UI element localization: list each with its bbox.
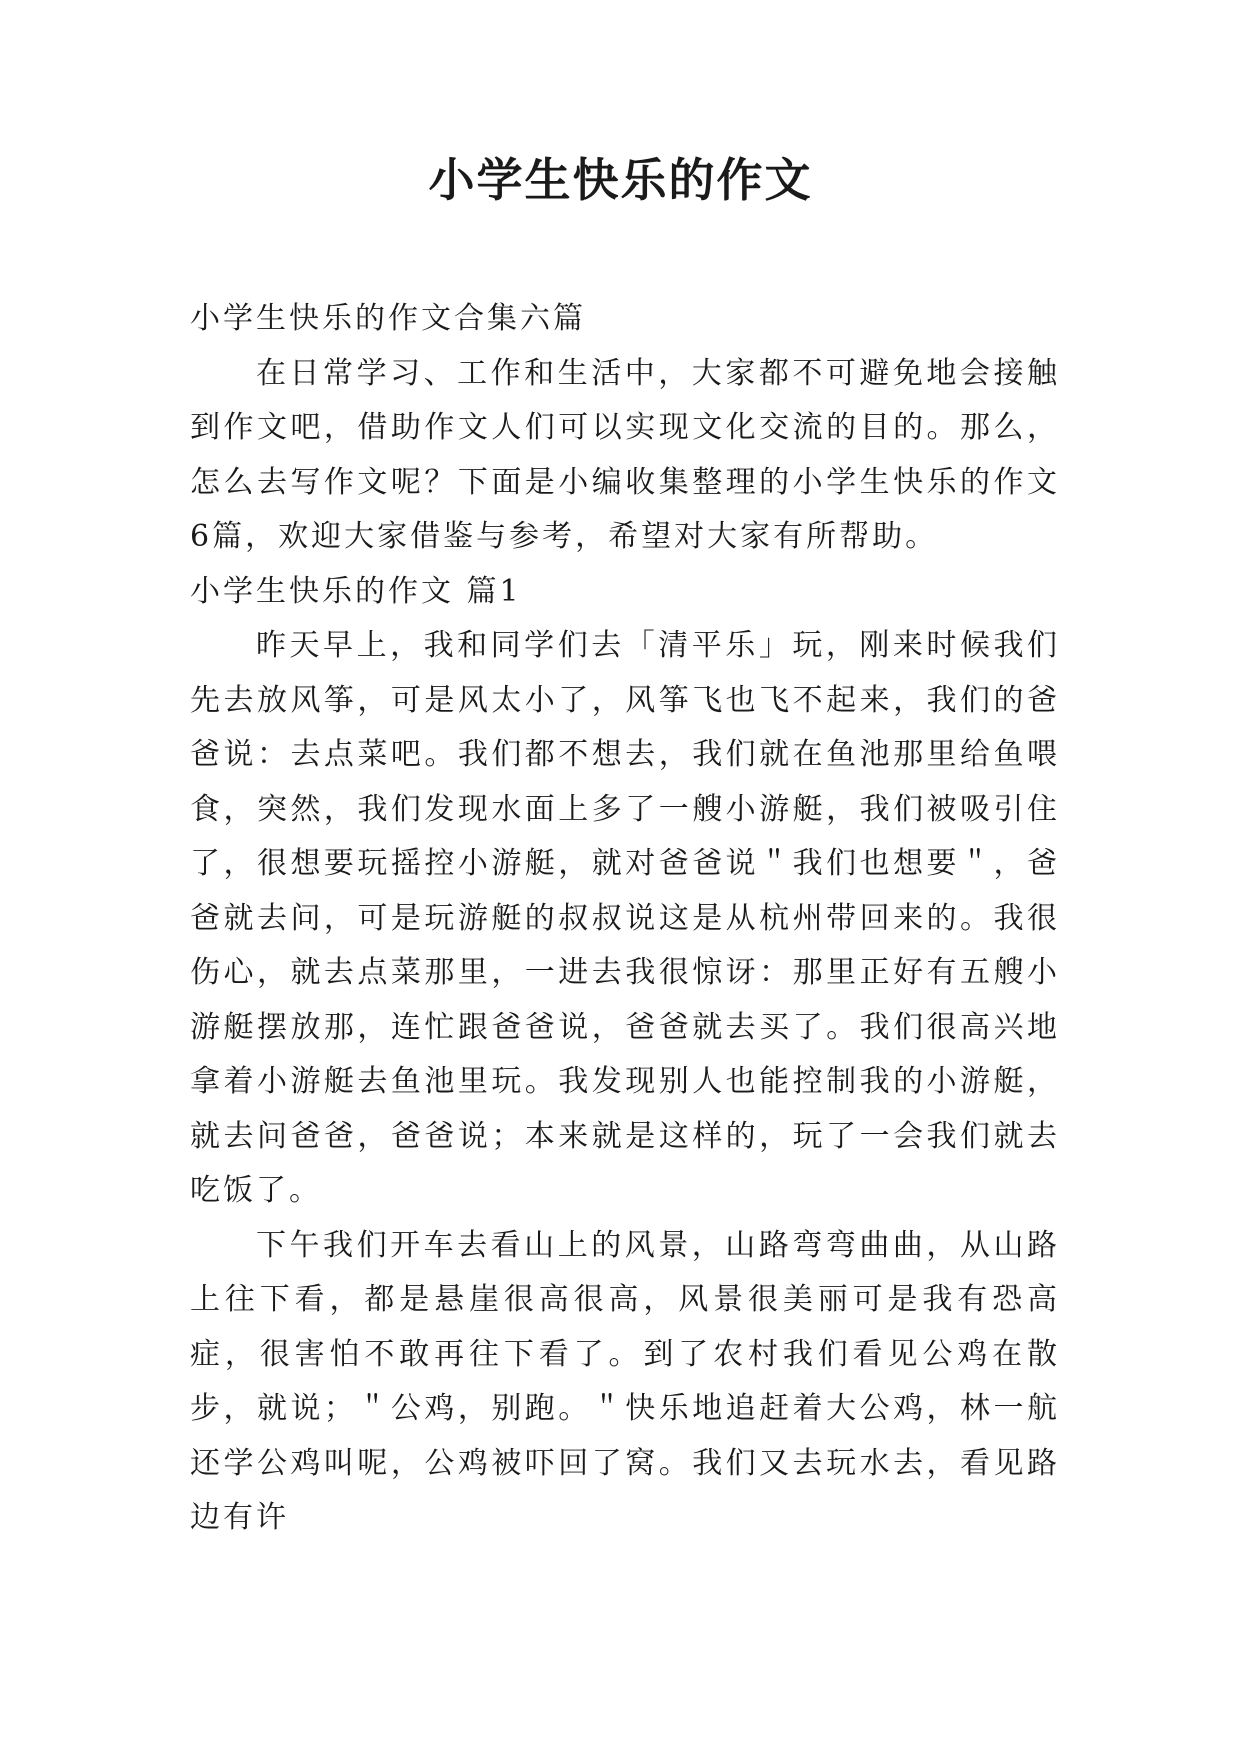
collection-heading: 小学生快乐的作文合集六篇 (190, 301, 586, 336)
intro-paragraph: 在日常学习、工作和生活中，大家都不可避免地会接触到作文吧，借助作文人们可以实现文化交流的目的。那么，怎么去写作文呢？下面是小编收集整理的小学生快乐的作文6篇，欢迎大家借鉴与参考，希望对大家有所帮助。 (190, 355, 1060, 554)
body-paragraph-1: 昨天早上，我和同学们去「清平乐」玩，刚来时候我们先去放风筝，可是风太小了，风筝飞也飞不起来，我们的爸爸说：去点菜吧。我们都不想去，我们就在鱼池那里给鱼喂食，突然，我们发现水面上多了一艘小游艇，我们被吸引住了，很想要玩摇控小游艇，就对爸爸说＂我们也想要＂，爸爸就去问，可是玩游艇的叔叔说这是从杭州带回来的。我很伤心，就去点菜那里，一进去我很惊讶：那里正好有五艘小游艇摆放那，连忙跟爸爸说，爸爸就去买了。我们很高兴地拿着小游艇去鱼池里玩。我发现别人也能控制我的小游艇，就去问爸爸，爸爸说；本来就是这样的，玩了一会我们就去吃饭了。 (190, 628, 1060, 1208)
document-body (190, 292, 1060, 1546)
body-paragraph-2: 下午我们开车去看山上的风景，山路弯弯曲曲，从山路上往下看，都是悬崖很高很高，风景很美丽可是我有恐高症，很害怕不敢再往下看了。到了农村我们看见公鸡在散步，就说；＂公鸡，别跑。＂快乐地追赶着大公鸡，林一航还学公鸡叫呢，公鸡被吓回了窝。我们又去玩水去，看见路边有许 (190, 1227, 1060, 1535)
section-title: 小学生快乐的作文 篇1 (190, 573, 522, 609)
document-title: 小学生快乐的作文 (428, 153, 813, 207)
